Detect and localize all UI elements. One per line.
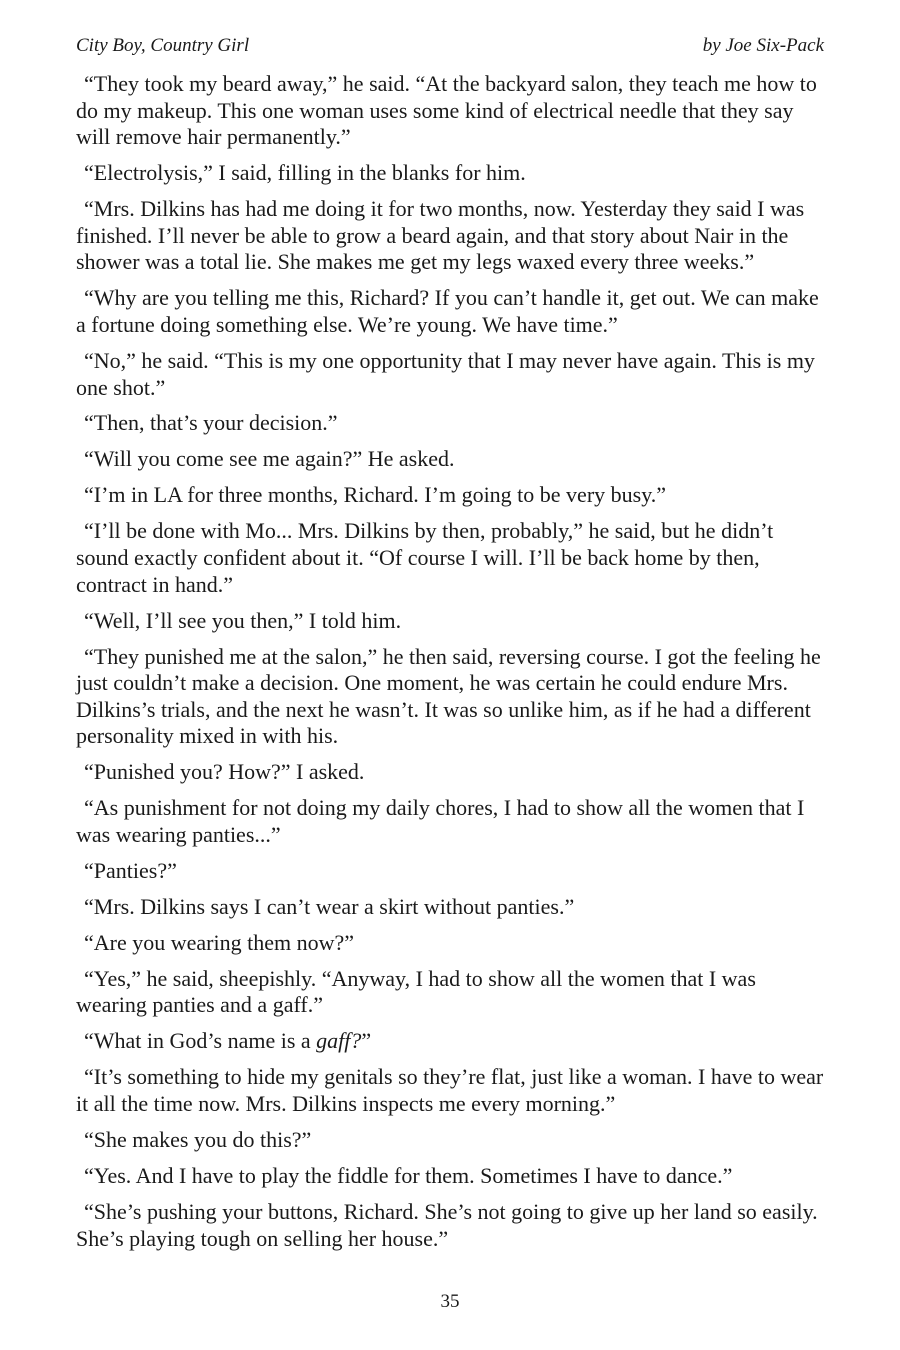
paragraph: “She makes you do this?”: [84, 1127, 312, 1153]
paragraph: “Panties?”: [84, 857, 177, 883]
paragraph-gaff-question: [76, 1028, 828, 1055]
paragraph: “Mrs. Dilkins has had me doing it for two months, now. Yesterday they said I was finished. I’ll never be able to grow a beard again, and that story about Nair in the shower was a total lie. She makes me get my legs waxed every three weeks.”: [76, 196, 805, 275]
paragraph: “They took my beard away,” he said. “At the backyard salon, they teach me how to do my makeup. This one woman uses some kind of electrical needle that they say will remove hair permanently.”: [76, 71, 817, 150]
paragraph: “Electrolysis,” I said, filling in the blanks for him.: [84, 160, 526, 186]
paragraph: “Yes,” he said, sheepishly. “Anyway, I had to show all the women that I was wearing panties and a gaff.”: [76, 965, 756, 1018]
paragraph: “I’ll be done with Mo... Mrs. Dilkins by then, probably,” he said, but he didn’t sound exactly confident about it. “Of course I will. I’ll be back home by then, contract in hand.”: [76, 518, 774, 597]
paragraph: “Are you wearing them now?”: [84, 929, 355, 955]
paragraph: “Yes. And I have to play the fiddle for them. Sometimes I have to dance.”: [84, 1163, 733, 1188]
paragraph: “Will you come see me again?” He asked.: [84, 446, 455, 472]
paragraph: “It’s something to hide my genitals so they’re flat, just like a woman. I have to wear it all the time now. Mrs. Dilkins inspects me every morning.”: [76, 1064, 824, 1117]
paragraph: “Then, that’s your decision.”: [84, 410, 338, 436]
paragraph: “They punished me at the salon,” he then said, reversing course. I got the feeling he just couldn’t make a decision. One moment, he was certain he could endure Mrs. Dilkins’s trials, and the next he wasn’t. It was so unlike him, as if he had a different personality mixed in with his.: [76, 643, 821, 749]
gaff-emphasis: gaff?: [316, 1028, 362, 1054]
paragraph: “No,” he said. “This is my one opportunity that I may never have again. This is my one shot.”: [76, 347, 815, 400]
paragraph: “As punishment for not doing my daily chores, I had to show all the women that I was wearing panties...”: [76, 795, 805, 847]
running-head: [76, 34, 824, 58]
paragraph: “Well, I’ll see you then,” I told him.: [84, 607, 402, 633]
author-byline: by Joe Six-Pack: [702, 35, 824, 56]
paragraph: “I’m in LA for three months, Richard. I’m going to be very busy.”: [84, 482, 667, 508]
paragraph: “She’s pushing your buttons, Richard. She’s not going to give up her land so easily. She’s playing tough on selling her house.”: [76, 1198, 818, 1251]
paragraph: “Why are you telling me this, Richard? If you can’t handle it, get out. We can make a fortune doing something else. We’re young. We have time.”: [76, 285, 819, 337]
paragraph: “Punished you? How?” I asked.: [84, 759, 365, 785]
gaff-question-close: ”: [361, 1028, 372, 1054]
book-title: City Boy, Country Girl: [76, 35, 250, 56]
paragraph: “Mrs. Dilkins says I can’t wear a skirt without panties.”: [84, 893, 575, 919]
page-number: 35: [440, 1291, 460, 1312]
body-text: [76, 71, 828, 1262]
gaff-question-lead: “What in God’s name is a: [84, 1028, 317, 1054]
